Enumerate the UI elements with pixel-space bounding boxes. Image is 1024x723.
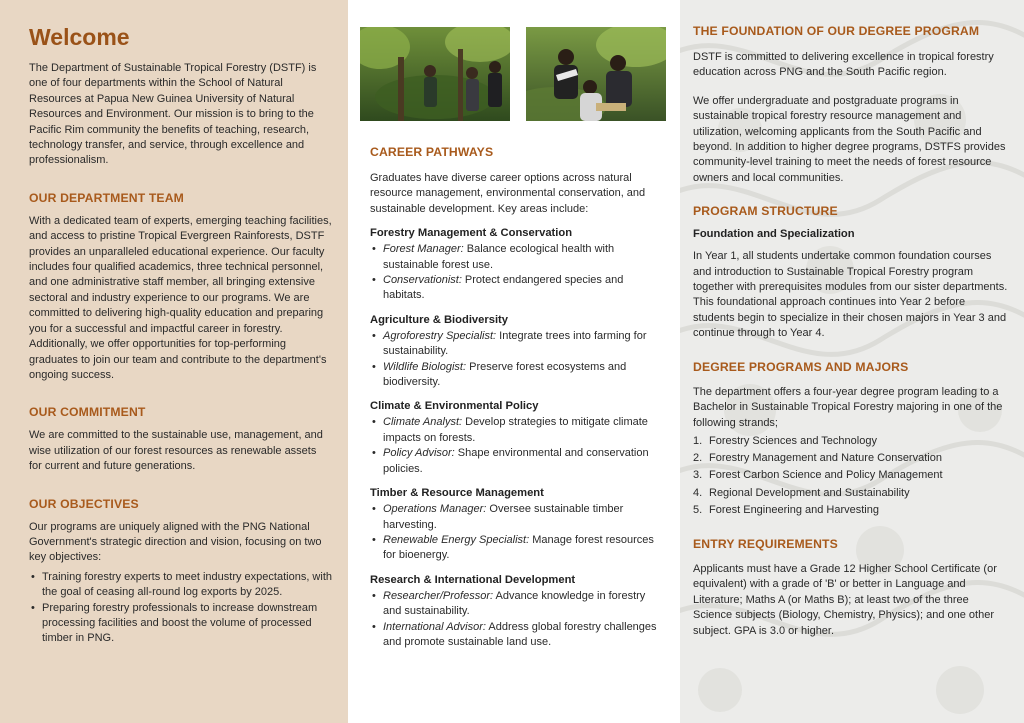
foundation-section [693, 24, 1008, 186]
list-item: • Preparing forestry professionals to increase downstream processing facilities and boost the volume of processed timber in PNG. [29, 601, 332, 647]
structure-title: PROGRAM STRUCTURE [693, 204, 838, 219]
career-group-heading: Timber & Resource Management [370, 487, 544, 500]
welcome-section [29, 24, 332, 169]
career-group-heading: Forestry Management & Conservation [370, 227, 573, 240]
welcome-body: The Department of Sustainable Tropical Forestry (DSTF) is one of four departments within the School of Natural Resources at Papua New Guinea University of Natural Resources and Environment. Our mission is to bring to the Pacific Rim community the benefits of teaching, research, technology transfer, and service, through excellence and professionalism. [29, 62, 317, 167]
forest-field-photo-1 [360, 27, 510, 121]
career-group [370, 314, 662, 391]
list-item: • Researcher/Professor: Advance knowledge in forestry and sustainability. [370, 589, 662, 620]
list-item: • Training forestry experts to meet industry expectations, with the goal of ceasing all-round log exports by 2025. [29, 570, 332, 601]
list-item: • Renewable Energy Specialist: Manage forest resources for bioenergy. [370, 533, 662, 564]
list-item: • Wildlife Biologist: Preserve forest ecosystems and biodiversity. [370, 360, 662, 391]
career-group [370, 400, 662, 477]
list-item: • Operations Manager: Oversee sustainable timber harvesting. [370, 502, 662, 533]
majors-list [693, 433, 1008, 519]
team-title: OUR DEPARTMENT TEAM [29, 190, 184, 205]
career-group-heading: Agriculture & Biodiversity [370, 313, 509, 326]
entry-title: ENTRY REQUIREMENTS [693, 536, 838, 551]
list-item: • International Advisor: Address global forestry challenges and promote sustainable land use. [370, 620, 662, 651]
list-item: 1. Forestry Sciences and Technology [693, 434, 877, 447]
objectives-title: OUR OBJECTIVES [29, 496, 139, 511]
list-item: • Conservationist: Protect endangered species and habitats. [370, 273, 662, 304]
list-item: 4. Regional Development and Sustainability [693, 486, 910, 499]
right-panel [680, 0, 1024, 723]
career-group [370, 574, 662, 651]
team-section [29, 191, 332, 383]
photo-strip [360, 27, 666, 121]
objectives-list [29, 570, 332, 647]
commitment-body: We are committed to the sustainable use, management, and wise utilization of our forest resources as renewable assets for current and future generations. [29, 429, 323, 473]
foundation-title: THE FOUNDATION OF OUR DEGREE PROGRAM [693, 24, 980, 38]
team-body: With a dedicated team of experts, emerging teaching facilities, and access to pristine Tropical Evergreen Rainforests, DSTF provides an unparalleled educational experience. Our faculty includes four qualified academics, three technical personnel, and one administrative staff member, all bringing extensive sectoral and industry experience to our programs. We are committed to delivering high-quality education and preparing you for a successful and impactful career in forestry. Additionally, we offer opportunities for top-performing graduates to join our team and contribute to the department's ongoing success. [29, 214, 332, 381]
middle-panel [348, 0, 680, 723]
list-item: • Policy Advisor: Shape environmental and conservation policies. [370, 446, 662, 477]
objectives-section [29, 497, 332, 647]
list-item: • Agroforestry Specialist: Integrate trees into farming for sustainability. [370, 329, 662, 360]
career-group-heading: Research & International Development [370, 573, 576, 586]
entry-body: Applicants must have a Grade 12 Higher School Certificate (or equivalent) with a grade of 'B' or better in Language and Literature; Maths A (or Maths B); at least two of the three Science subjects (Biology, Chemistry, Physics); and one other subject. GPA is 3.0 or higher. [693, 562, 997, 637]
degrees-intro: The department offers a four-year degree program leading to a Bachelor in Sustainable Tropical Forestry majoring in one of the following strands; [693, 385, 1003, 429]
entry-section [693, 537, 1008, 639]
career-section [370, 145, 662, 650]
left-panel [0, 0, 348, 723]
career-title: CAREER PATHWAYS [370, 145, 494, 159]
foundation-p1: DSTF is committed to delivering excellence in tropical forestry education across PNG and the South Pacific region. [693, 51, 994, 79]
career-group [370, 487, 662, 564]
list-item: 2. Forestry Management and Nature Conservation [693, 452, 942, 465]
structure-body: In Year 1, all students undertake common foundation courses and introduction to Sustainable Tropical Forestry program together with prerequisites modules from our sister departments. This foundational approach continues into Year 2 before students begin to specialize in their chosen majors in Year 3 and continue through to Year 4. [693, 250, 1008, 340]
forest-field-photo-2 [526, 27, 666, 121]
career-intro: Graduates have diverse career options across natural resource management, environmental conservation, and sustainable development. Key areas include: [370, 172, 646, 215]
structure-section [693, 204, 1008, 341]
structure-subtitle: Foundation and Specialization [693, 228, 855, 241]
commitment-section [29, 405, 332, 474]
objectives-intro: Our programs are uniquely aligned with the PNG National Government's strategic direction and vision, focusing on two key objectives: [29, 520, 322, 564]
degrees-section [693, 360, 1008, 519]
list-item: • Climate Analyst: Develop strategies to mitigate climate impacts on forests. [370, 415, 662, 446]
commitment-title: OUR COMMITMENT [29, 405, 146, 420]
degrees-title: DEGREE PROGRAMS AND MAJORS [693, 359, 909, 374]
list-item: 3. Forest Carbon Science and Policy Management [693, 469, 943, 482]
list-item: 5. Forest Engineering and Harvesting [693, 503, 879, 516]
welcome-title: Welcome [29, 24, 130, 50]
foundation-p2: We offer undergraduate and postgraduate programs in sustainable tropical forestry resource management and utilization, welcoming applicants from the South Pacific and beyond. In addition to higher degree programs, DSTFS provides community-level training to meet the needs of forest resource owners and local communities. [693, 94, 1006, 184]
list-item: • Forest Manager: Balance ecological health with sustainable forest use. [370, 242, 662, 273]
career-group-heading: Climate & Environmental Policy [370, 400, 539, 413]
career-group [370, 227, 662, 304]
